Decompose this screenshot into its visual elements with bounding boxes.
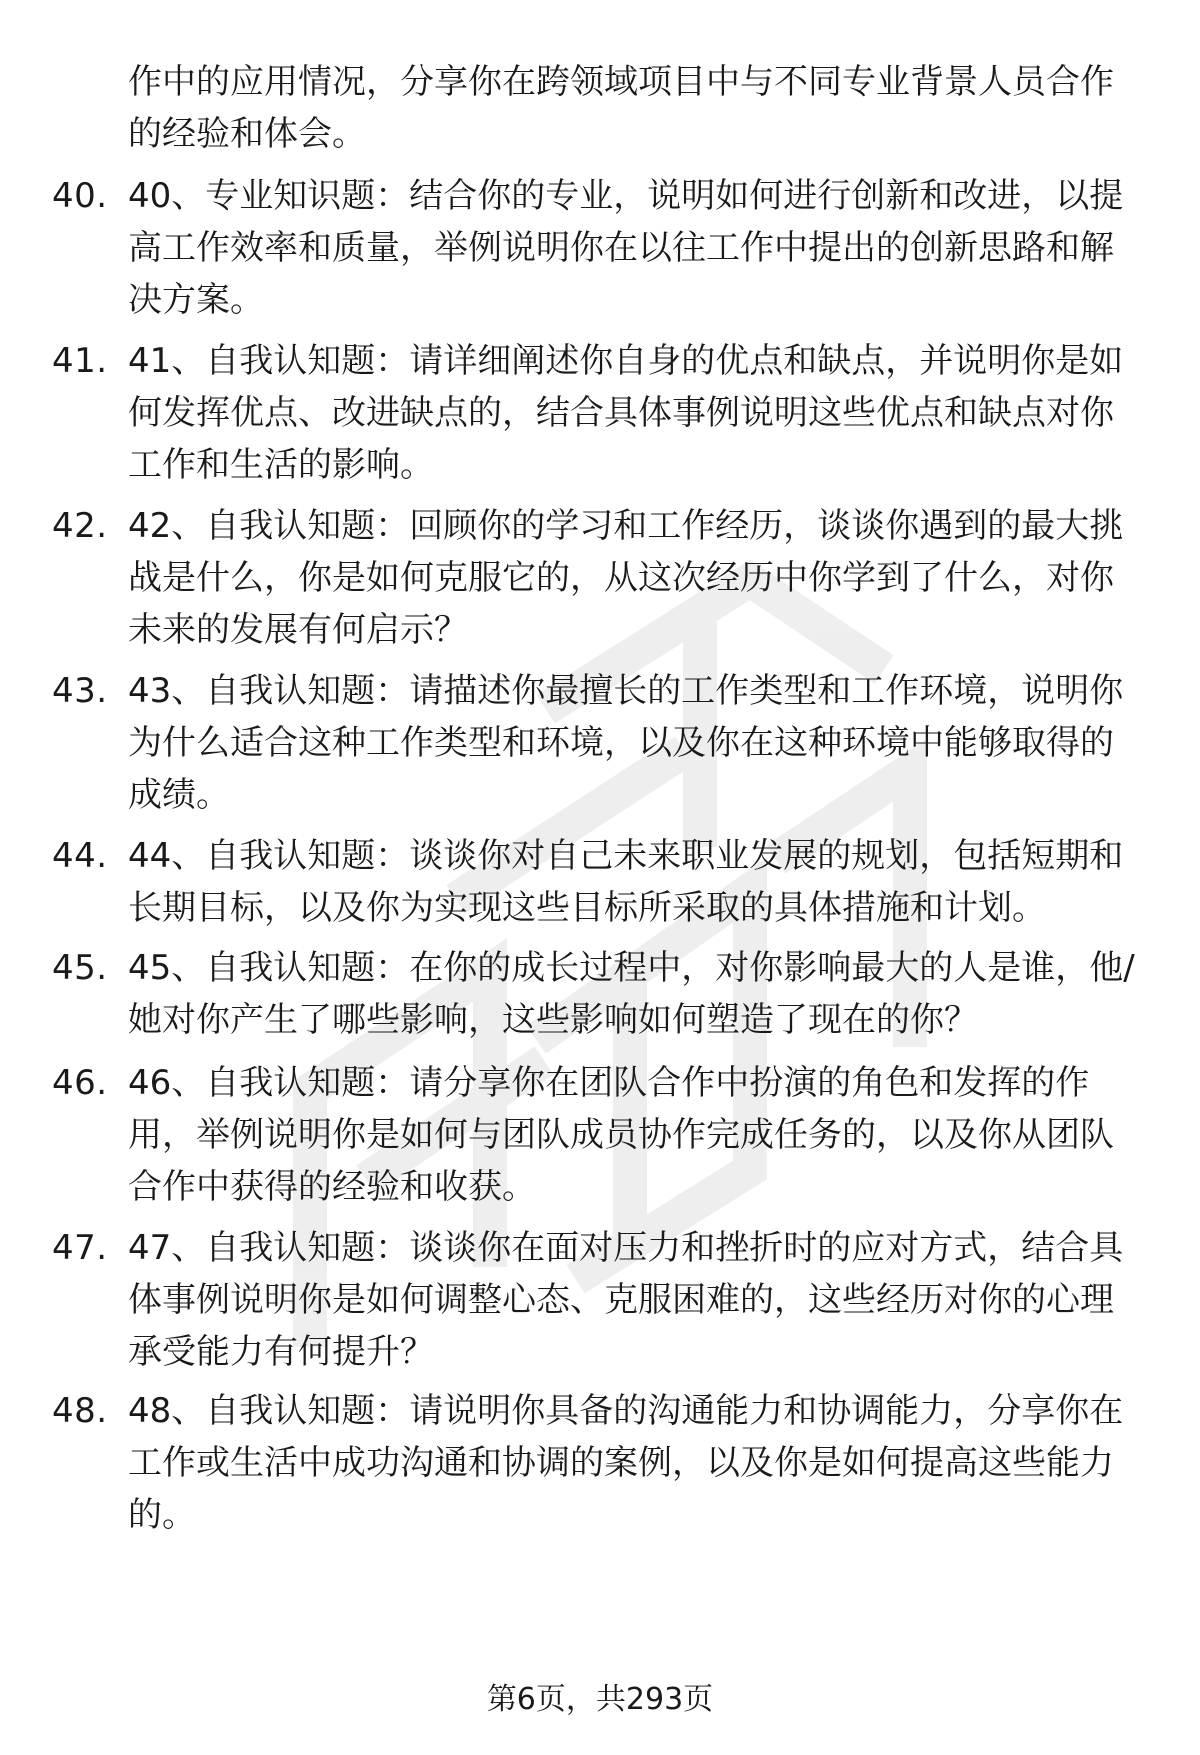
question-item bbox=[52, 665, 1142, 821]
question-number: 40. bbox=[52, 176, 108, 216]
question-item bbox=[52, 1385, 1142, 1541]
question-text: 44、自我认知题：谈谈你对自己未来职业发展的规划，包括短期和长期目标，以及你为实现这些目标所采取的具体措施和计划。 bbox=[128, 836, 1124, 928]
question-item bbox=[52, 830, 1142, 934]
question-text: 40、专业知识题：结合你的专业，说明如何进行创新和改进，以提高工作效率和质量，举例说明你在以往工作中提出的创新思路和解决方案。 bbox=[128, 176, 1124, 320]
question-number: 46. bbox=[52, 1063, 108, 1103]
question-text: 45、自我认知题：在你的成长过程中，对你影响最大的人是谁，他/她对你产生了哪些影响，这些影响如何塑造了现在的你？ bbox=[128, 948, 1135, 1040]
question-item bbox=[52, 500, 1142, 656]
question-item bbox=[52, 170, 1142, 326]
question-number: 44. bbox=[52, 836, 108, 876]
question-number: 48. bbox=[52, 1391, 108, 1431]
question-text: 46、自我认知题：请分享你在团队合作中扮演的角色和发挥的作用，举例说明你是如何与团队成员协作完成任务的，以及你从团队合作中获得的经验和收获。 bbox=[128, 1063, 1114, 1207]
question-text: 43、自我认知题：请描述你最擅长的工作类型和工作环境，说明你为什么适合这种工作类型和环境，以及你在这种环境中能够取得的成绩。 bbox=[128, 671, 1124, 815]
question-item bbox=[52, 335, 1142, 491]
question-text: 42、自我认知题：回顾你的学习和工作经历，谈谈你遇到的最大挑战是什么，你是如何克服它的，从这次经历中你学到了什么，对你未来的发展有何启示？ bbox=[128, 506, 1124, 650]
question-number: 45. bbox=[52, 948, 108, 988]
question-text: 48、自我认知题：请说明你具备的沟通能力和协调能力，分享你在工作或生活中成功沟通和协调的案例，以及你是如何提高这些能力的。 bbox=[128, 1391, 1124, 1535]
question-text: 47、自我认知题：谈谈你在面对压力和挫折时的应对方式，结合具体事例说明你是如何调整心态、克服困难的，这些经历对你的心理承受能力有何提升？ bbox=[128, 1228, 1124, 1372]
question-item bbox=[52, 1057, 1142, 1213]
question-item bbox=[52, 942, 1142, 1046]
question-number: 47. bbox=[52, 1228, 108, 1268]
question-number: 41. bbox=[52, 341, 108, 381]
page-number-footer: 第6页，共293页 bbox=[486, 1682, 714, 1717]
question-item bbox=[52, 1222, 1142, 1378]
question-number: 42. bbox=[52, 506, 108, 546]
question-number: 43. bbox=[52, 671, 108, 711]
question-text: 41、自我认知题：请详细阐述你自身的优点和缺点，并说明你是如何发挥优点、改进缺点的，结合具体事例说明这些优点和缺点对你工作和生活的影响。 bbox=[128, 341, 1124, 485]
intro-paragraph: 作中的应用情况，分享你在跨领域项目中与不同专业背景人员合作的经验和体会。 bbox=[128, 62, 1114, 154]
